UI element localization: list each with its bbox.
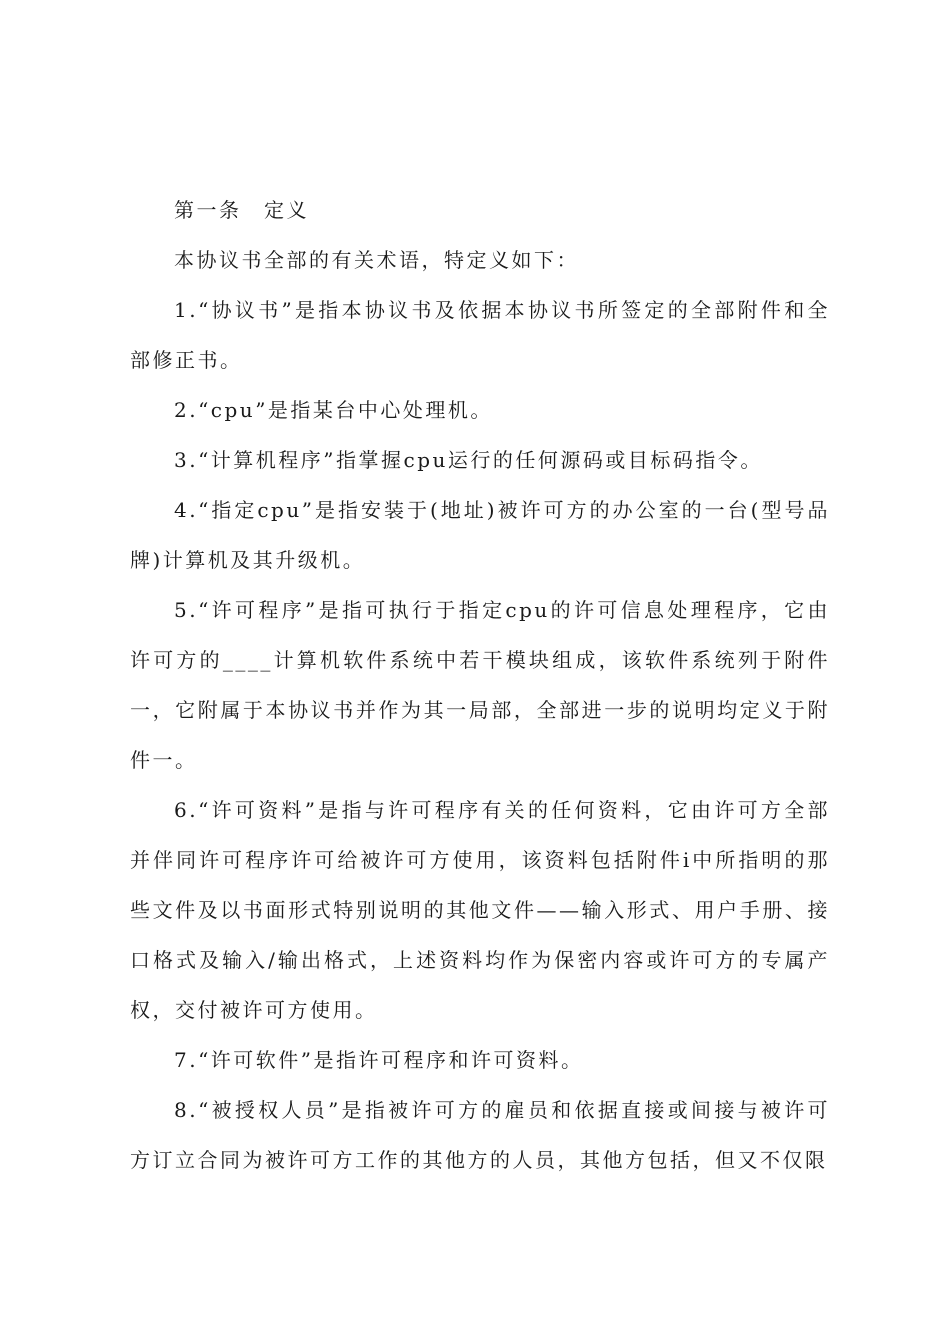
definition-4-designated-cpu: 4.“指定cpu”是指安装于(地址)被许可方的办公室的一台(型号品牌)计算机及其升级机。 [130,498,830,572]
document-body [130,185,830,1185]
definition-6-licensed-materials: 6.“许可资料”是指与许可程序有关的任何资料，它由许可方全部并伴同许可程序许可给被许可方使用，该资料包括附件i中所指明的那些文件及以书面形式特别说明的其他文件——输入形式、用户手册、接口格式及输入/输出格式，上述资料均作为保密内容或许可方的专属产权，交付被许可方使用。 [130,798,830,1022]
definition-5-licensed-program: 5.“许可程序”是指可执行于指定cpu的许可信息处理程序，它由许可方的____计算机软件系统中若干模块组成，该软件系统列于附件一，它附属于本协议书并作为其一局部，全部进一步的说明均定义于附件一。 [130,598,830,772]
definition-1-agreement: 1.“协议书”是指本协议书及依据本协议书所签定的全部附件和全部修正书。 [130,298,830,372]
definition-7-licensed-software: 7.“许可软件”是指许可程序和许可资料。 [174,1048,584,1072]
intro-paragraph: 本协议书全部的有关术语，特定义如下： [174,248,579,272]
definition-8-authorized-personnel: 8.“被授权人员”是指被许可方的雇员和依据直接或间接与被许可方订立合同为被许可方工作的其他方的人员，其他方包括，但又不仅限 [130,1098,830,1172]
definition-3-computer-program: 3.“计算机程序”指掌握cpu运行的任何源码或目标码指令。 [174,448,763,472]
article-heading: 第一条 定义 [174,198,309,222]
definition-2-cpu: 2.“cpu”是指某台中心处理机。 [174,398,493,422]
